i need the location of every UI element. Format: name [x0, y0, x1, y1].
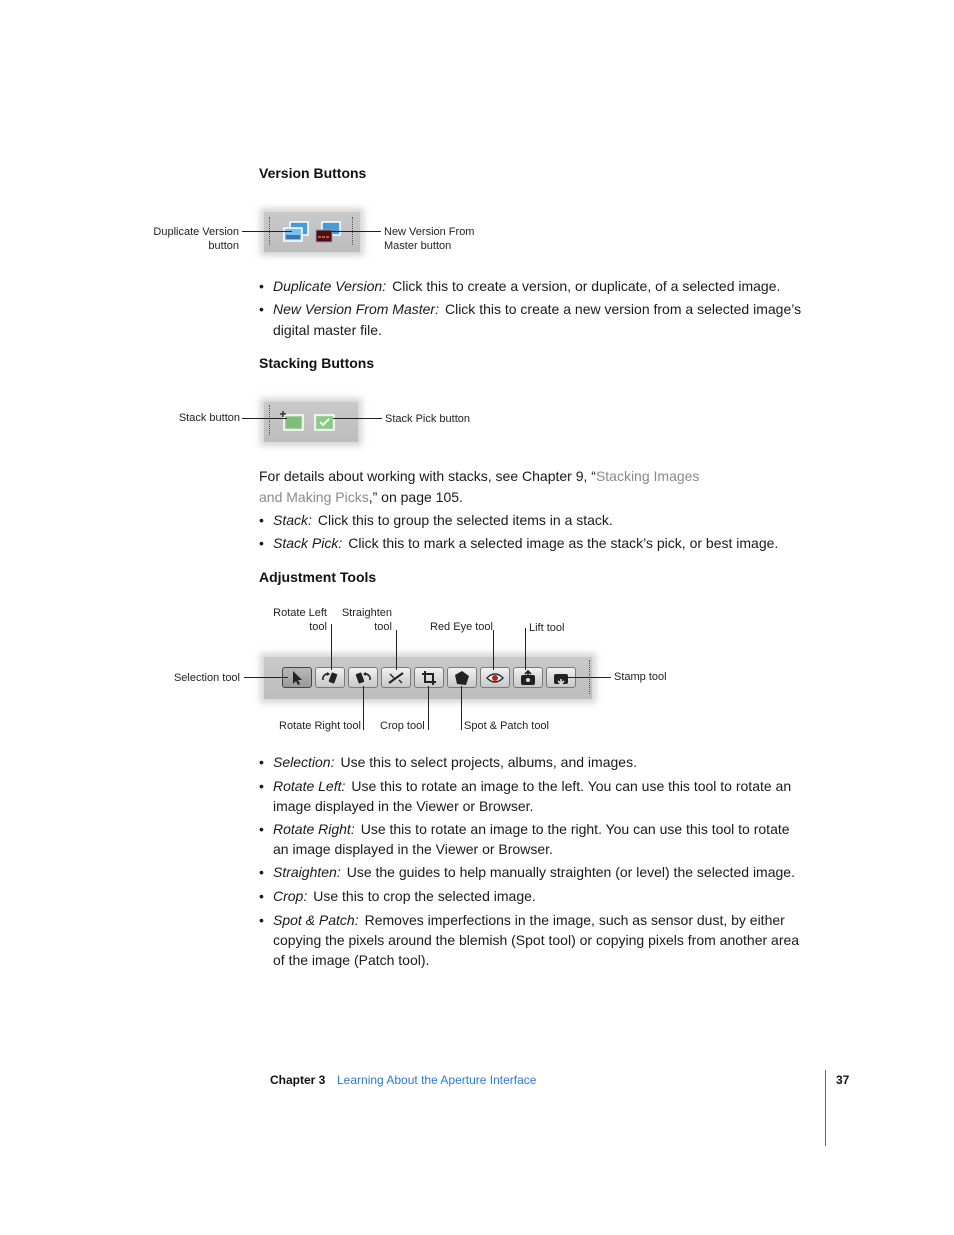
callout-stack-button: Stack button — [178, 412, 240, 424]
list-item: • Straighten: Use the guides to help manually straighten (or level) the selected image. — [259, 862, 807, 883]
straighten-tool-button[interactable] — [381, 667, 411, 688]
list-item: • Rotate Left: Use this to rotate an image to the left. You can use this tool to rotate an image displayed in the Viewer or Browser. — [259, 776, 807, 816]
heading-version-buttons: Version Buttons — [259, 165, 367, 181]
leader-line — [328, 231, 381, 232]
stacking-images-link[interactable]: Stacking Images and Making Picks — [259, 468, 700, 505]
page-number: 37 — [836, 1073, 850, 1087]
crop-icon — [421, 670, 437, 686]
grip-left — [269, 405, 270, 435]
footer-chapter-label: Chapter 3 — [270, 1073, 326, 1087]
callout-stamp-tool: Stamp tool — [614, 671, 667, 683]
straighten-icon — [387, 671, 405, 685]
list-item: • Rotate Right: Use this to rotate an image to the right. You can use this tool to rotate an image displayed in the Viewer or Browser. — [259, 819, 807, 859]
red-eye-icon — [486, 672, 504, 684]
stack-icon — [280, 410, 306, 434]
stacking-intro-paragraph: For details about working with stacks, see Chapter 9, “Stacking Images and Making Picks,” on page 105. — [259, 468, 700, 505]
callout-rotate-left-tool: Rotate Left tool — [273, 607, 327, 633]
duplicate-version-icon — [282, 220, 310, 244]
stacking-bullet-list — [259, 510, 804, 554]
callout-spot-patch-tool: Spot & Patch tool — [464, 720, 549, 732]
leader-line — [428, 686, 429, 730]
arrow-pointer-icon — [290, 670, 304, 686]
leader-line — [525, 628, 526, 670]
callout-lift-tool: Lift tool — [529, 622, 565, 634]
stack-pick-icon — [312, 410, 338, 434]
version-buttons-image — [264, 212, 360, 252]
heading-adjustment-tools: Adjustment Tools — [259, 569, 377, 585]
adjustment-toolbar — [282, 667, 582, 688]
leader-line — [560, 677, 611, 678]
new-version-from-master-icon — [314, 220, 342, 244]
callout-stack-pick-button: Stack Pick button — [385, 413, 470, 425]
callout-rotate-right-tool: Rotate Right tool — [279, 720, 361, 732]
stacking-buttons-image — [264, 402, 358, 442]
list-item: • Stack Pick: Click this to mark a selected image as the stack’s pick, or best image. — [259, 533, 804, 554]
rotate-right-icon — [354, 671, 372, 685]
callout-duplicate-version: Duplicate Version button — [153, 226, 239, 252]
lift-tool-button[interactable] — [513, 667, 543, 688]
crop-tool-button[interactable] — [414, 667, 444, 688]
callout-straighten-tool: Straighten tool — [341, 607, 392, 633]
list-item: • Crop: Use this to crop the selected image. — [259, 886, 807, 907]
spot-patch-tool-button[interactable] — [447, 667, 477, 688]
list-item: • New Version From Master: Click this to create a new version from a selected image’s digital master file. — [259, 299, 804, 341]
version-bullet-list — [259, 276, 804, 341]
leader-line — [363, 686, 364, 730]
list-item: • Spot & Patch: Removes imperfections in the image, such as sensor dust, by either copying the pixels around the blemish (Spot tool) or copying pixels from another area of the image (Patch tool). — [259, 910, 807, 970]
rotate-right-tool-button[interactable] — [348, 667, 378, 688]
rotate-left-tool-button[interactable] — [315, 667, 345, 688]
list-item: • Stack: Click this to group the selected items in a stack. — [259, 510, 804, 531]
list-item: • Duplicate Version: Click this to create a version, or duplicate, of a selected image. — [259, 276, 804, 297]
leader-line — [242, 418, 287, 419]
spot-patch-icon — [454, 670, 470, 686]
lift-icon — [519, 670, 537, 686]
leader-line — [333, 418, 382, 419]
leader-line — [242, 231, 292, 232]
footer-divider — [825, 1070, 826, 1146]
adjustment-bullet-list — [259, 752, 807, 970]
list-item: • Selection: Use this to select projects, albums, and images. — [259, 752, 807, 773]
leader-line — [461, 686, 462, 730]
footer-chapter-title[interactable]: Learning About the Aperture Interface — [337, 1073, 537, 1087]
leader-line — [493, 630, 494, 670]
red-eye-tool-button[interactable] — [480, 667, 510, 688]
callout-crop-tool: Crop tool — [380, 720, 425, 732]
rotate-left-icon — [321, 671, 339, 685]
leader-line — [244, 677, 288, 678]
callout-red-eye-tool: Red Eye tool — [430, 621, 493, 633]
callout-new-version-from-master: New Version From Master button — [384, 226, 475, 252]
callout-selection-tool: Selection tool — [173, 672, 240, 684]
leader-line — [396, 630, 397, 670]
heading-stacking-buttons: Stacking Buttons — [259, 355, 375, 371]
